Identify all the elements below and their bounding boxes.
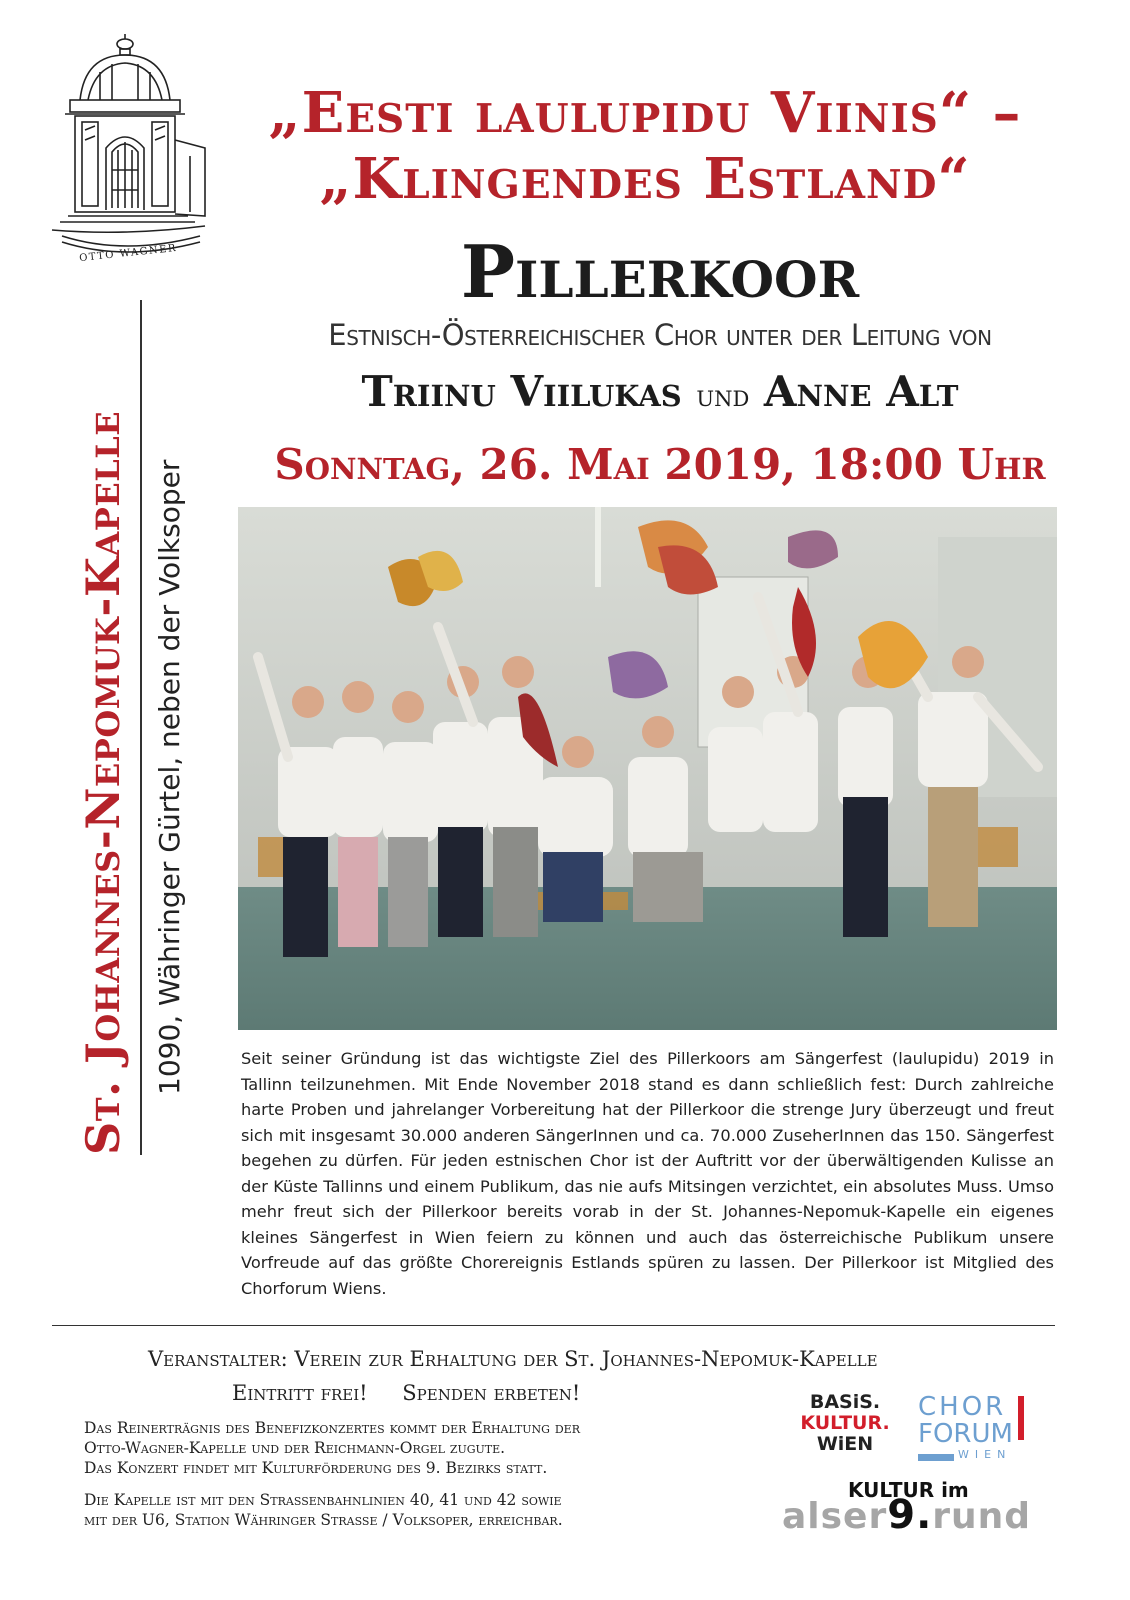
benefit-note bbox=[84, 1418, 580, 1478]
logo-caption: OTTO WAGNER bbox=[78, 242, 178, 265]
venue-address: 1090, Währinger Gürtel, neben der Volksoper bbox=[153, 459, 186, 1095]
footer-divider bbox=[52, 1325, 1055, 1326]
chapel-drawing-logo bbox=[40, 30, 215, 270]
chorforum-logo-line: FORUM bbox=[918, 1419, 1013, 1449]
basis-kultur-wien-logo bbox=[790, 1392, 900, 1455]
event-description: Seit seiner Gründung ist das wichtigste Ziel des Pillerkoors am Sängerfest (laulupidu) 2019 in Tallinn teilzunehmen. Mit Ende November 2018 stand es dann schließlich fest: Durch zahlreiche harte Proben und jahrelanger Vorbereitung hat der Pillerkoor die strenge Jury überzeugt und freut sich mit insgesamt 30.000 anderen SängerInnen und ca. 70.000 ZuseherInnen das 150. Sängerfest begehen zu dürfen. Für jeden estnischen Chor ist der Auftritt vor der überwältigenden Kulisse an der Küste Tallinns und einem Publikum, das nie aufs Mitsingen verzichtet, ein absolutes Muss. Umso mehr freut sich der Pillerkoor bereits vorab in der St. Johannes-Nepomuk-Kapelle ein eigenes kleines Sängerfest in Wien feiern zu können und auch das österreichische Publikum unsere Vorfreude auf das größte Chorereignis Estlands spüren zu lassen. Der Pillerkoor ist Mitglied des Chorforum Wiens. bbox=[241, 1049, 1054, 1298]
kultur-logo-part: alser bbox=[782, 1496, 888, 1537]
venue-name: St. Johannes-Nepomuk-Kapelle bbox=[76, 410, 130, 1155]
chorforum-logo-line: CHOR bbox=[918, 1392, 1007, 1422]
conductor-2: Anne Alt bbox=[763, 367, 959, 416]
entry-free: Eintritt frei! bbox=[232, 1381, 368, 1405]
kultur-logo-part: 9. bbox=[887, 1492, 933, 1538]
basis-logo-line: WiEN bbox=[816, 1433, 874, 1455]
event-date: Sonntag, 26. Mai 2019, 18:00 Uhr bbox=[274, 440, 1046, 489]
conductor-1: Triinu Viilukas bbox=[361, 367, 682, 416]
benefit-note-line: Das Konzert findet mit Kulturförderung des 9. Bezirks statt. bbox=[84, 1459, 548, 1477]
entry-line bbox=[232, 1381, 608, 1405]
transport-note-line: mit der U6, Station Währinger Strasse / Volksoper, erreichbar. bbox=[84, 1511, 563, 1529]
benefit-note-line: Das Reinerträgnis des Benefizkonzertes kommt der Erhaltung der bbox=[84, 1419, 580, 1437]
chorforum-wien-logo bbox=[918, 1394, 1038, 1461]
conductors-line bbox=[230, 367, 1090, 416]
basis-logo-line: BASiS. bbox=[809, 1391, 881, 1413]
event-title-estonian: „Eesti laulupidu Viinis“ – bbox=[268, 80, 1022, 146]
event-title-german: „Klingendes Estland“ bbox=[319, 146, 971, 212]
chorforum-logo-line: WIEN bbox=[918, 1448, 1038, 1461]
organizer-line: Veranstalter: Verein zur Erhaltung der St. Johannes-Nepomuk-Kapelle bbox=[148, 1347, 878, 1371]
transport-note-line: Die Kapelle ist mit den Strassenbahnlinien 40, 41 und 42 sowie bbox=[84, 1491, 562, 1509]
basis-logo-line: KULTUR. bbox=[800, 1412, 890, 1434]
choir-subtitle: Estnisch-Österreichischer Chor unter der Leitung von bbox=[328, 318, 992, 352]
conductor-join: und bbox=[696, 379, 750, 414]
kultur-logo-part: rund bbox=[932, 1496, 1032, 1537]
donations: Spenden erbeten! bbox=[402, 1381, 581, 1405]
kultur-logo-line: KULTUR im bbox=[848, 1478, 969, 1502]
chorforum-red-bar bbox=[1018, 1396, 1024, 1440]
vertical-divider bbox=[140, 300, 142, 1155]
benefit-note-line: Otto-Wagner-Kapelle und der Reichmann-Orgel zugute. bbox=[84, 1439, 506, 1457]
kultur-logo-wordmark bbox=[782, 1492, 1031, 1538]
choir-name: Pillerkoor bbox=[460, 229, 860, 314]
transport-note bbox=[84, 1490, 563, 1530]
choir-photo bbox=[238, 507, 1057, 1030]
kultur-im-alsergrund-logo bbox=[782, 1478, 1047, 1538]
